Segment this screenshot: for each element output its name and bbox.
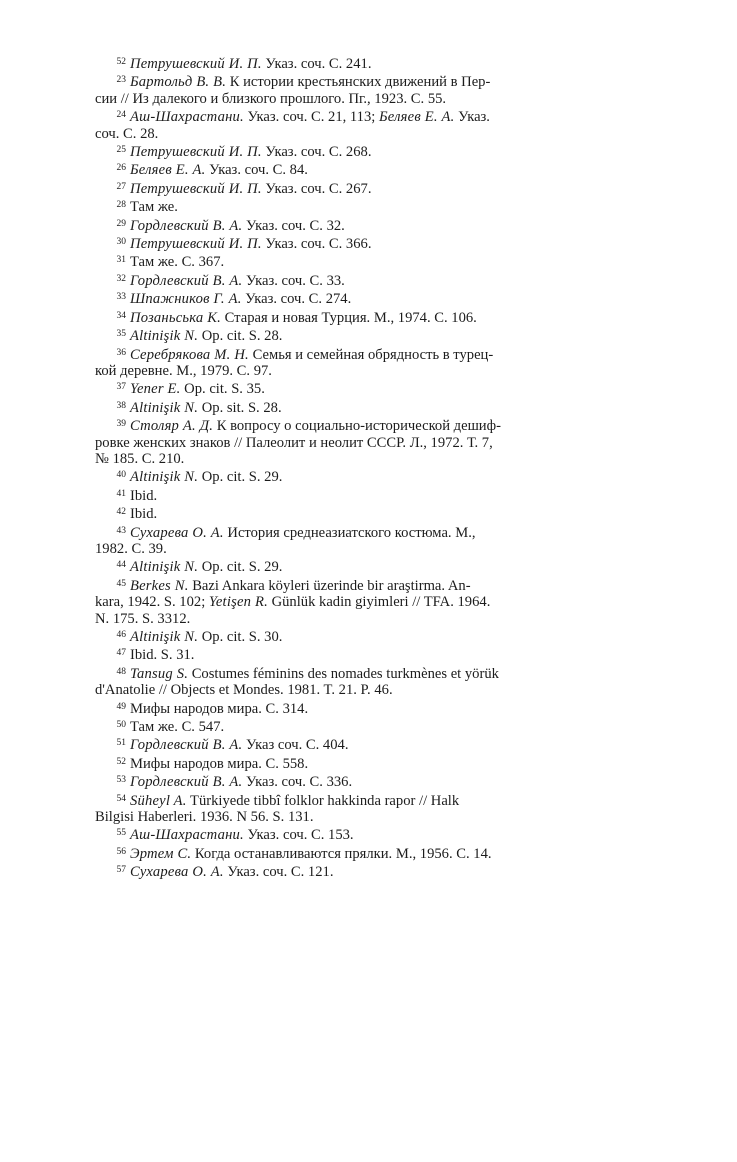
citation-text: Указ. соч. С. 268. <box>261 144 372 161</box>
footnote-number: 34 <box>116 310 126 321</box>
author-name: Altinişik N. <box>130 328 199 345</box>
footnote-number: 33 <box>116 292 126 303</box>
footnote-number: 28 <box>116 200 126 211</box>
footnote-line <box>95 594 640 610</box>
author-name: Yetişen R. <box>208 594 268 611</box>
citation-text: Указ. соч. С. 274. <box>241 291 352 308</box>
footnote-line <box>116 54 640 72</box>
author-name: Петрушевский И. П. <box>130 236 262 253</box>
footnote-line <box>116 664 640 682</box>
citation-text: Türkiyede tibbî folklor hakkinda rapor // Halk <box>186 792 460 809</box>
footnote-item <box>116 326 640 344</box>
citation-text: Указ. соч. С. 366. <box>261 236 372 253</box>
citation-text: № 185. С. 210. <box>95 450 185 467</box>
footnote-line <box>116 504 640 522</box>
footnote-item <box>95 107 640 142</box>
citation-text: Старая и новая Турция. М., 1974. С. 106. <box>220 309 477 326</box>
citation-text: соч. С. 28. <box>95 125 159 142</box>
citation-text: Семья и семейная обрядность в турец- <box>248 346 494 363</box>
footnote-number: 24 <box>116 110 126 121</box>
footnote-number: 43 <box>116 525 126 536</box>
citation-text: Указ. <box>454 109 490 126</box>
citation-text: Ibid. <box>130 506 158 523</box>
citation-text: Op. sit. S. 28. <box>198 399 282 416</box>
footnote-number: 57 <box>116 865 126 876</box>
citation-text: К истории крестьянских движений в Пер- <box>226 74 491 91</box>
citation-text: Günlük kadin giyimleri // TFA. 1964. <box>267 594 491 611</box>
footnote-item <box>116 844 640 862</box>
footnote-line <box>116 271 640 289</box>
footnote-item <box>95 576 640 627</box>
footnote-line <box>116 72 640 90</box>
footnote-number: 52 <box>116 57 126 67</box>
footnote-item <box>116 735 640 753</box>
author-name: Беляев Е. А. <box>378 109 455 126</box>
footnote-item <box>116 504 640 522</box>
footnote-item <box>116 398 640 416</box>
footnote-item <box>116 557 640 575</box>
footnote-line <box>116 576 640 594</box>
footnote-number: 44 <box>116 560 126 571</box>
footnote-item <box>116 645 640 663</box>
footnote-number: 32 <box>116 273 126 284</box>
author-name: Позаньська К. <box>130 309 221 326</box>
footnote-number: 48 <box>116 666 126 677</box>
footnote-line <box>95 435 640 451</box>
footnote-item <box>116 54 640 72</box>
citation-text: 1982. С. 39. <box>95 540 167 557</box>
footnote-line <box>116 345 640 363</box>
footnote-line <box>116 252 640 270</box>
footnote-line <box>116 160 640 178</box>
footnote-item <box>116 216 640 234</box>
footnote-line <box>116 486 640 504</box>
author-name: Шпажников Г. А. <box>130 291 242 308</box>
footnote-line <box>116 717 640 735</box>
citation-text: Указ. соч. С. 153. <box>243 827 354 844</box>
footnote-line <box>116 107 640 125</box>
author-name: Аш-Шахрастани. <box>130 827 244 844</box>
author-name: Süheyl A. <box>130 792 187 809</box>
footnote-item <box>116 379 640 397</box>
author-name: Altinişik N. <box>130 629 199 645</box>
footnote-item <box>116 627 640 645</box>
footnote-number: 36 <box>116 347 126 358</box>
author-name: Бартольд В. В. <box>130 74 227 91</box>
footnote-item <box>116 754 640 772</box>
footnote-item <box>116 179 640 197</box>
author-name: Эртем С. <box>130 845 192 862</box>
citation-text: N. 175. S. 3312. <box>95 610 191 627</box>
footnote-number: 55 <box>116 828 126 839</box>
footnote-line <box>116 825 640 843</box>
citation-text: Op. cit. S. 30. <box>198 629 283 645</box>
footnote-number: 38 <box>116 400 126 411</box>
footnotes-list <box>95 54 640 881</box>
citation-text: сии // Из далекого и близкого прошлого. Пг., 1923. С. 55. <box>95 90 447 107</box>
citation-text: Мифы народов мира. С. 558. <box>130 755 309 772</box>
author-name: Yener E. <box>130 381 181 398</box>
footnote-number: 30 <box>116 237 126 248</box>
citation-text: Costumes féminins des nomades turkmènes et yörük <box>188 665 499 682</box>
citation-text: Bazi Ankara köyleri üzerinde bir araştirma. An- <box>188 577 471 594</box>
footnote-line <box>95 91 640 107</box>
citation-text: Указ. соч. С. 32. <box>242 217 345 234</box>
footnote-number: 56 <box>116 846 126 857</box>
footnote-number: 27 <box>116 181 126 192</box>
citation-text: Там же. С. 367. <box>130 254 225 271</box>
footnote-item <box>116 717 640 735</box>
citation-text: Op. cit. S. 29. <box>198 469 283 486</box>
footnote-number: 47 <box>116 648 126 659</box>
footnote-item <box>116 197 640 215</box>
citation-text: Указ. соч. С. 121. <box>223 864 334 881</box>
footnote-item <box>95 72 640 107</box>
footnote-line <box>116 699 640 717</box>
footnote-item <box>95 345 640 380</box>
footnote-item <box>116 308 640 326</box>
footnote-item <box>116 467 640 485</box>
footnote-item <box>116 289 640 307</box>
footnote-line <box>116 234 640 252</box>
footnote-line <box>116 791 640 809</box>
footnote-number: 49 <box>116 701 126 712</box>
footnote-item <box>116 142 640 160</box>
footnote-line <box>116 844 640 862</box>
author-name: Петрушевский И. П. <box>130 180 262 197</box>
footnote-line <box>116 216 640 234</box>
footnote-line <box>116 142 640 160</box>
citation-text: Op. cit. S. 35. <box>180 381 265 398</box>
citation-text: кой деревне. М., 1979. С. 97. <box>95 362 272 379</box>
author-name: Сухарева О. А. <box>130 524 224 541</box>
citation-text: Указ. соч. С. 84. <box>205 162 308 179</box>
footnote-line <box>116 308 640 326</box>
citation-text: Ibid. S. 31. <box>130 647 195 664</box>
author-name: Столяр А. Д. <box>130 418 214 435</box>
footnote-line <box>116 416 640 434</box>
author-name: Altinişik N. <box>130 469 199 486</box>
footnote-number: 50 <box>116 720 126 731</box>
footnote-item <box>116 160 640 178</box>
citation-text: Указ. соч. С. 33. <box>242 272 345 289</box>
footnote-line <box>95 451 640 467</box>
footnote-number: 39 <box>116 419 126 430</box>
footnote-item <box>116 252 640 270</box>
citation-text: История среднеазиатского костюма. М., <box>223 524 476 541</box>
citation-text: Мифы народов мира. С. 314. <box>130 700 309 717</box>
citation-text: Там же. С. 547. <box>130 719 225 736</box>
footnote-number: 40 <box>116 470 126 481</box>
author-name: Гордлевский В. А. <box>130 217 243 234</box>
footnote-line <box>95 809 640 825</box>
citation-text: ровке женских знаков // Палеолит и неолит СССР. Л., 1972. Т. 7, <box>95 434 493 451</box>
footnote-line <box>95 541 640 557</box>
footnote-line <box>116 289 640 307</box>
citation-text: Bilgisi Haberleri. 1936. N 56. S. 131. <box>95 809 314 826</box>
footnote-line <box>95 611 640 627</box>
citation-text: kara, 1942. S. 102; <box>95 594 209 611</box>
author-name: Петрушевский И. П. <box>130 56 262 72</box>
footnote-line <box>95 363 640 379</box>
footnote-line <box>116 398 640 416</box>
footnote-line <box>116 772 640 790</box>
footnote-line <box>116 862 640 880</box>
footnote-line <box>116 645 640 663</box>
footnote-line <box>116 467 640 485</box>
footnote-line <box>116 197 640 215</box>
citation-text: Указ соч. С. 404. <box>242 737 349 754</box>
citation-text: Op. cit. S. 29. <box>198 559 283 576</box>
footnote-number: 41 <box>116 488 126 499</box>
citation-text: Указ. соч. С. 21, 113; <box>243 109 379 126</box>
citation-text: d'Anatolie // Objects et Mondes. 1981. T. 21. P. 46. <box>95 682 393 699</box>
footnote-number: 51 <box>116 738 126 749</box>
footnote-item <box>116 271 640 289</box>
footnote-line <box>116 179 640 197</box>
footnote-line <box>116 754 640 772</box>
footnote-item <box>116 234 640 252</box>
author-name: Аш-Шахрастани. <box>130 109 244 126</box>
footnote-number: 31 <box>116 255 126 266</box>
citation-text: Ibid. <box>130 487 158 504</box>
author-name: Гордлевский В. А. <box>130 737 243 754</box>
footnote-item <box>95 523 640 558</box>
footnote-item <box>116 825 640 843</box>
author-name: Altinişik N. <box>130 399 199 416</box>
citation-text: К вопросу о социально-исторической дешиф- <box>213 418 501 435</box>
footnote-number: 46 <box>116 630 126 640</box>
footnote-item <box>95 664 640 699</box>
footnote-number: 29 <box>116 218 126 229</box>
footnote-line <box>116 557 640 575</box>
footnote-number: 35 <box>116 329 126 340</box>
citation-text: Op. cit. S. 28. <box>198 328 283 345</box>
author-name: Berkes N. <box>130 577 189 594</box>
footnote-number: 54 <box>116 793 126 804</box>
footnote-line <box>116 627 640 645</box>
author-name: Гордлевский В. А. <box>130 272 243 289</box>
author-name: Altinişik N. <box>130 559 199 576</box>
author-name: Серебрякова М. Н. <box>130 346 249 363</box>
footnote-line <box>95 126 640 142</box>
citation-text: Указ. соч. С. 241. <box>261 56 372 72</box>
footnote-number: 25 <box>116 145 126 156</box>
footnote-item <box>116 862 640 880</box>
footnote-line <box>116 523 640 541</box>
footnote-item <box>116 486 640 504</box>
citation-text: Указ. соч. С. 267. <box>261 180 372 197</box>
footnote-number: 42 <box>116 507 126 518</box>
author-name: Гордлевский В. А. <box>130 774 243 791</box>
author-name: Беляев Е. А. <box>130 162 206 179</box>
footnote-number: 45 <box>116 578 126 589</box>
author-name: Петрушевский И. П. <box>130 144 262 161</box>
footnote-line <box>116 326 640 344</box>
citation-text: Указ. соч. С. 336. <box>242 774 353 791</box>
author-name: Tansug S. <box>130 665 189 682</box>
footnote-item <box>116 772 640 790</box>
footnote-number: 52 <box>116 756 126 767</box>
footnote-number: 53 <box>116 775 126 786</box>
footnote-item <box>116 699 640 717</box>
author-name: Сухарева О. А. <box>130 864 224 881</box>
footnote-item <box>95 791 640 826</box>
citation-text: Там же. <box>130 199 178 216</box>
citation-text: Когда останавливаются прялки. М., 1956. С. 14. <box>191 845 492 862</box>
footnote-line <box>116 735 640 753</box>
footnote-number: 37 <box>116 382 126 393</box>
footnote-item <box>95 416 640 467</box>
footnote-number: 26 <box>116 163 126 174</box>
footnote-line <box>116 379 640 397</box>
footnote-number: 23 <box>116 75 126 86</box>
footnote-line <box>95 682 640 698</box>
